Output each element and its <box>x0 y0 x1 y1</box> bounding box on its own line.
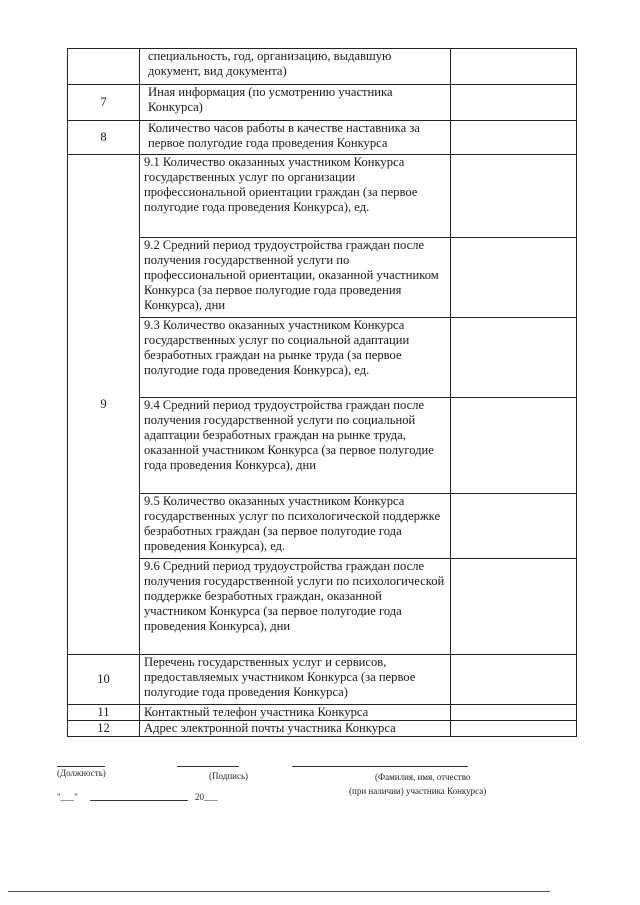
row-number: 9 <box>68 155 140 655</box>
row-description: специальность, год, организацию, выдавшую документ, вид документа) <box>140 49 451 85</box>
page-bottom-rule <box>8 891 550 892</box>
row-description: 9.2 Средний период трудоустройства граждан после получения государственной услуги по профессиональной ориентации, оказанной участником Конкурса (за первое полугодие года проведения Конкурса), дни <box>140 238 451 318</box>
table-row <box>68 655 577 705</box>
row-description: 9.1 Количество оказанных участником Конкурса государственных услуг по организации профессиональной ориентации граждан (за первое полугодие года проведения Конкурса), ед. <box>140 155 451 238</box>
table-row <box>68 494 577 559</box>
row-number: 10 <box>68 655 140 705</box>
table-row <box>68 398 577 494</box>
row-number: 7 <box>68 85 140 121</box>
table-row <box>68 559 577 655</box>
row-value-cell[interactable] <box>451 318 577 398</box>
row-value-cell[interactable] <box>451 559 577 655</box>
table-row <box>68 121 577 155</box>
row-value-cell[interactable] <box>451 398 577 494</box>
signature-line[interactable] <box>177 766 239 767</box>
date-month-line[interactable] <box>90 800 188 801</box>
row-value-cell[interactable] <box>451 705 577 721</box>
table-row <box>68 705 577 721</box>
row-value-cell[interactable] <box>451 155 577 238</box>
row-number: 12 <box>68 721 140 737</box>
row-description: Количество часов работы в качестве наставника за первое полугодие года проведения Конкурса <box>140 121 451 155</box>
date-year: 20___ <box>195 792 218 802</box>
row-description: 9.3 Количество оказанных участником Конкурса государственных услуг по социальной адаптации безработных граждан на рынке труда (за первое полугодие года проведения Конкурса), ед. <box>140 318 451 398</box>
row-value-cell[interactable] <box>451 121 577 155</box>
table-row <box>68 721 577 737</box>
full-name-label-line1: (Фамилия, имя, отчество <box>375 772 471 782</box>
row-value-cell[interactable] <box>451 85 577 121</box>
table-row <box>68 318 577 398</box>
table-row <box>68 49 577 85</box>
full-name-label-line2: (при наличии) участника Конкурса) <box>349 786 487 796</box>
row-description: 9.6 Средний период трудоустройства граждан после получения государственной услуги по психологической поддержке безработных граждан, оказанной участником Конкурса (за первое полугодие года проведения Конкурса), дни <box>140 559 451 655</box>
row-description: 9.5 Количество оказанных участником Конкурса государственных услуг по психологической поддержке безработных граждан (за первое полугодие года проведения Конкурса), ед. <box>140 494 451 559</box>
row-description: Адрес электронной почты участника Конкурса <box>140 721 451 737</box>
table-row <box>68 238 577 318</box>
row-description: 9.4 Средний период трудоустройства граждан после получения государственной услуги по социальной адаптации безработных граждан на рынке труда, оказанной участником Конкурса (за первое полугодие года проведения Конкурса), дни <box>140 398 451 494</box>
row-number: 11 <box>68 705 140 721</box>
position-label: (Должность) <box>57 768 106 778</box>
row-value-cell[interactable] <box>451 238 577 318</box>
date-day: "___" <box>57 792 78 802</box>
row-number: 8 <box>68 121 140 155</box>
signature-label: (Подпись) <box>209 771 249 781</box>
full-name-line[interactable] <box>292 766 468 767</box>
table-row <box>68 85 577 121</box>
row-description: Контактный телефон участника Конкурса <box>140 705 451 721</box>
row-value-cell[interactable] <box>451 721 577 737</box>
position-line[interactable] <box>57 766 105 767</box>
row-description: Иная информация (по усмотрению участника Конкурса) <box>140 85 451 121</box>
row-value-cell[interactable] <box>451 494 577 559</box>
participant-info-table <box>67 48 577 737</box>
row-value-cell[interactable] <box>451 655 577 705</box>
table-row <box>68 155 577 238</box>
row-number <box>68 49 140 85</box>
row-description: Перечень государственных услуг и сервисов, предоставляемых участником Конкурса (за первое полугодие года проведения Конкурса) <box>140 655 451 705</box>
row-value-cell[interactable] <box>451 49 577 85</box>
